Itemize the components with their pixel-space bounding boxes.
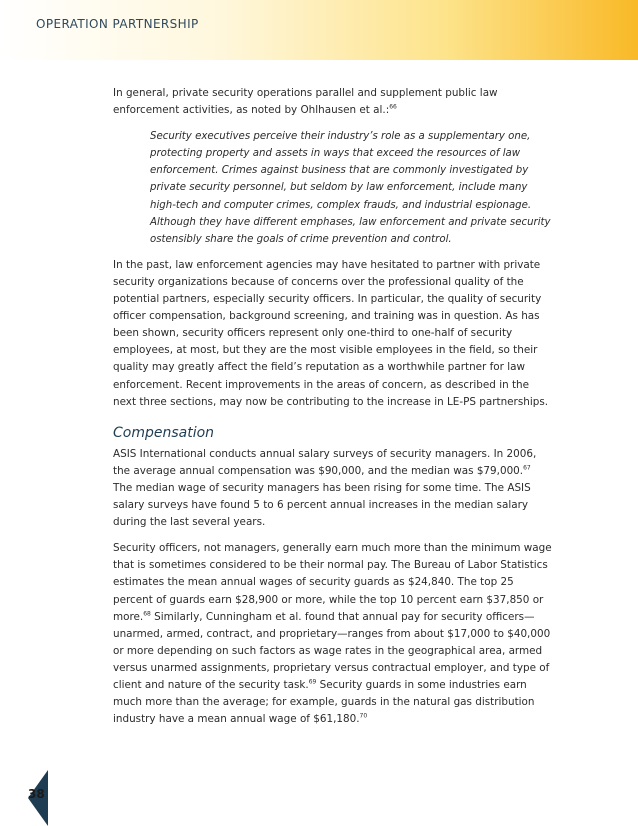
block-quote: Security executives perceive their industry’s role as a supplementary one, protecting property and assets in ways that exceed the resources of law enforcement. Crimes against business that are commonly investigated by private security personnel, but seldom by law enforcement, include many high-tech and computer crimes, complex frauds, and industrial espionage. Although they have different emphases, law enforcement and private security ostensibly share the goals of crime prevention and control. (150, 131, 551, 245)
page-number: 38 (28, 787, 45, 801)
footnote-ref: 68 (143, 610, 151, 618)
intro-paragraph: In general, private security operations parallel and supplement public law enforcement activities, as noted by Ohlhausen et al.:$^{66}$ (113, 87, 498, 117)
section-heading-compensation: Compensation (113, 424, 215, 441)
footnote-ref: 69 (308, 678, 317, 686)
footnote-ref: 70 (359, 712, 368, 720)
page-body (113, 85, 553, 728)
compensation-paragraph-1: ASIS International conducts annual salary surveys of security managers. In 2006, the average annual compensation was $90,000, and the median was $79,000.67 The median wage of security managers has been rising for some time. The ASIS salary surveys have found 5 to 6 percent annual increases in the median salary during the last several years. (113, 447, 537, 529)
header-band (0, 0, 638, 60)
footnote-ref: 67 (523, 464, 531, 472)
running-header-title: OPERATION PARTNERSHIP (36, 17, 199, 31)
compensation-paragraph-2: Security officers, not managers, generally earn much more than the minimum wage that is sometimes considered to be their normal pay. The Bureau of Labor Statistics estimates the mean annual wages of security guards as $24,840. The top 25 percent of guards earn $28,900 or more, while the top 10 percent earn $37,850 or more.$^{68}$ Similarly, Cunningham et al. found that annual pay for security officers—unarmed, armed, contract, and proprietary—ranges from about $17,000 to $40,000 or more depending on such factors as wage rates in the geographical area, armed versus unarmed assignments, proprietary versus contractual employer, and type of client and nature of the security task.$^{69}$ Security guards in some industries earn much more than the average; for example, guards in the natural gas distribution industry have a mean annual wage of $61,180.70 (113, 542, 552, 726)
past-paragraph: In the past, law enforcement agencies may have hesitated to partner with private security organizations because of concerns over the professional quality of the potential partners, especially security officers. In particular, the quality of security officer compensation, background screening, and training was in question. As has been shown, security officers represent only one-third to one-half of security employees, at most, but they are the most visible employees in the field, so their quality may greatly affect the field’s reputation as a worthwhile partner for law enforcement. Recent improvements in the areas of concern, as described in the next three sections, may now be contributing to the increase in LE-PS partnerships. (113, 258, 549, 408)
footnote-ref: 66 (389, 103, 397, 111)
